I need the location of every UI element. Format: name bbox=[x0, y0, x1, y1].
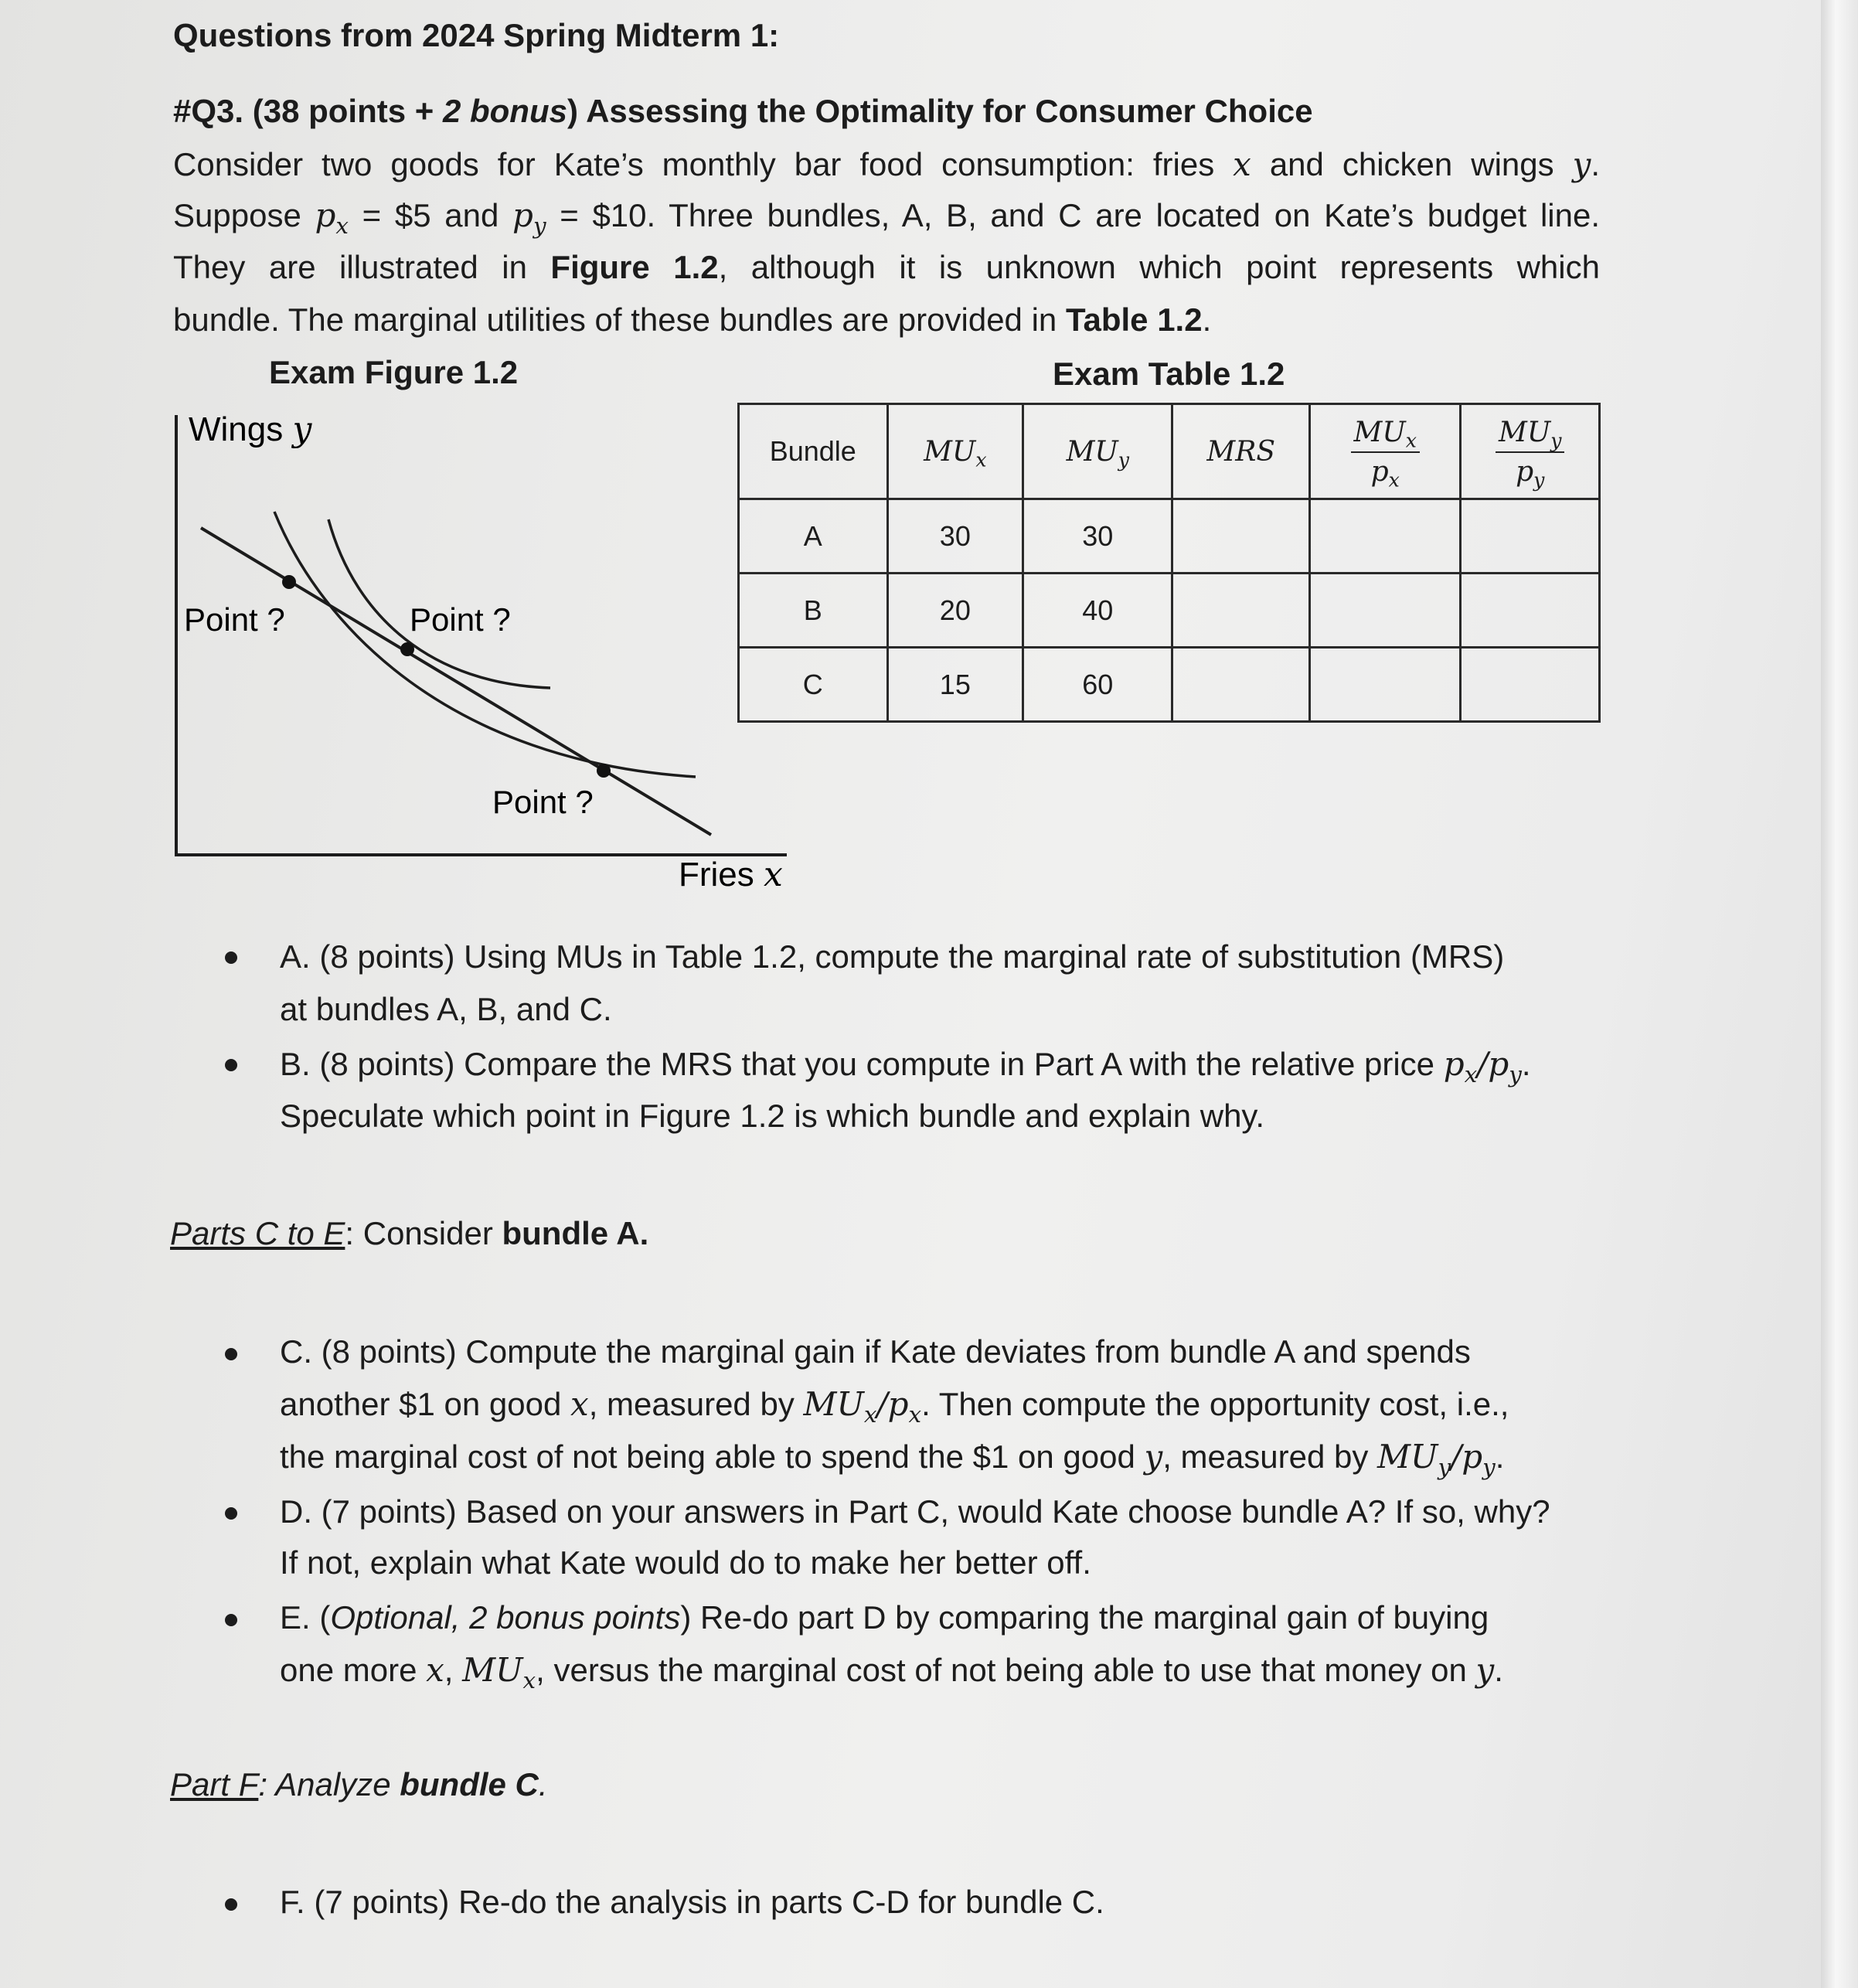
bullet-c bbox=[225, 1348, 237, 1360]
cell-muypy-a bbox=[1461, 499, 1600, 574]
question-title-rest: ) Assessing the Optimality for Consumer Choice bbox=[567, 93, 1313, 129]
bullet-d bbox=[225, 1507, 237, 1520]
point-label-2: Point ? bbox=[410, 601, 511, 638]
question-number: #Q3. (38 points + bbox=[173, 93, 443, 129]
cell-bundle-c: C bbox=[739, 648, 888, 722]
part-f-line-1: F. (7 points) Re-do the analysis in parts C-D for bundle C. bbox=[280, 1884, 1104, 1920]
point-1 bbox=[282, 575, 296, 589]
cell-muxpx-c bbox=[1310, 648, 1461, 722]
table-row bbox=[739, 499, 1600, 574]
table-caption: Exam Table 1.2 bbox=[1053, 356, 1285, 392]
bullet-f bbox=[225, 1898, 237, 1911]
y-axis-label: Wings y bbox=[189, 410, 312, 449]
intro-line-1: Consider two goods for Kate’s monthly bar food consumption: fries x and chicken wings y. bbox=[173, 145, 1600, 183]
cell-mux-a: 30 bbox=[887, 499, 1023, 574]
budget-line bbox=[201, 528, 711, 835]
part-e-line-1: E. (Optional, 2 bonus points) Re-do part D by comparing the marginal gain of buying bbox=[280, 1599, 1489, 1636]
part-b-line-2: Speculate which point in Figure 1.2 is which bundle and explain why. bbox=[280, 1098, 1264, 1134]
cell-mux-c: 15 bbox=[887, 648, 1023, 722]
table-header-row bbox=[739, 404, 1600, 499]
part-c-line-3: the marginal cost of not being able to spend the $1 on good y, measured by $MU_y/p_y$. bbox=[280, 1438, 1505, 1480]
cell-muy-a: 30 bbox=[1023, 499, 1172, 574]
header-mux: $MU_x$ bbox=[887, 404, 1023, 499]
bullet-e bbox=[225, 1614, 237, 1626]
bullet-b bbox=[225, 1059, 237, 1071]
table-row bbox=[739, 648, 1600, 722]
header-mux-px: $\frac{MU_x}{p_x}$ bbox=[1310, 404, 1461, 499]
section-ce-heading: Parts C to E: Consider bundle A. bbox=[170, 1215, 649, 1251]
cell-mrs-c bbox=[1172, 648, 1310, 722]
figure-caption: Exam Figure 1.2 bbox=[269, 354, 519, 390]
cell-muy-c: 60 bbox=[1023, 648, 1172, 722]
section-f-heading: Part F: Analyze bundle C. bbox=[170, 1766, 548, 1802]
part-e-line-2: one more x, $MU_x$, versus the marginal cost of not being able to use that money on y. bbox=[280, 1651, 1503, 1694]
cell-bundle-b: B bbox=[739, 574, 888, 648]
bullet-a bbox=[225, 951, 237, 964]
marginal-utility-table bbox=[737, 403, 1601, 723]
cell-mux-b: 20 bbox=[887, 574, 1023, 648]
header-muy: $MU_y$ bbox=[1023, 404, 1172, 499]
part-a-line-1: A. (8 points) Using MUs in Table 1.2, compute the marginal rate of substitution (MRS) bbox=[280, 938, 1505, 975]
table-row bbox=[739, 574, 1600, 648]
header-muy-py: $\frac{MU_y}{p_y}$ bbox=[1461, 404, 1600, 499]
cell-muxpx-b bbox=[1310, 574, 1461, 648]
cell-muypy-b bbox=[1461, 574, 1600, 648]
cell-mrs-a bbox=[1172, 499, 1310, 574]
part-c-line-1: C. (8 points) Compute the marginal gain if Kate deviates from bundle A and spends bbox=[280, 1333, 1471, 1370]
cell-mrs-b bbox=[1172, 574, 1310, 648]
intro-line-4: bundle. The marginal utilities of these bundles are provided in Table 1.2. bbox=[173, 301, 1212, 338]
part-b-line-1: B. (8 points) Compare the MRS that you compute in Part A with the relative price $p_x/p_y$. bbox=[280, 1045, 1531, 1088]
point-3 bbox=[597, 764, 611, 778]
header-mrs: MRS bbox=[1172, 404, 1310, 499]
x-axis-label: Fries x bbox=[679, 855, 783, 894]
cell-muypy-c bbox=[1461, 648, 1600, 722]
page-title: Questions from 2024 Spring Midterm 1: bbox=[173, 17, 780, 53]
cell-bundle-a: A bbox=[739, 499, 888, 574]
cell-muy-b: 40 bbox=[1023, 574, 1172, 648]
bonus-points: 2 bonus bbox=[442, 93, 567, 129]
part-a-line-2: at bundles A, B, and C. bbox=[280, 991, 612, 1027]
intro-line-3: They are illustrated in Figure 1.2, although it is unknown which point represents which bbox=[173, 249, 1600, 285]
point-2 bbox=[400, 642, 414, 656]
cell-muxpx-a bbox=[1310, 499, 1461, 574]
point-label-1: Point ? bbox=[184, 601, 285, 638]
part-d-line-1: D. (7 points) Based on your answers in Part C, would Kate choose bundle A? If so, why? bbox=[280, 1493, 1550, 1530]
part-d-line-2: If not, explain what Kate would do to make her better off. bbox=[280, 1544, 1091, 1581]
indifference-curve-low bbox=[274, 512, 696, 777]
intro-line-2: Suppose $p_x$ = $5 and $p_y$ = $10. Three bundles, A, B, and C are located on Kate’s budget line. bbox=[173, 196, 1600, 239]
part-c-line-2: another $1 on good x, measured by $MU_x/p_x$. Then compute the opportunity cost, i.e., bbox=[280, 1385, 1509, 1428]
header-bundle: Bundle bbox=[739, 404, 888, 499]
point-label-3: Point ? bbox=[492, 784, 594, 820]
